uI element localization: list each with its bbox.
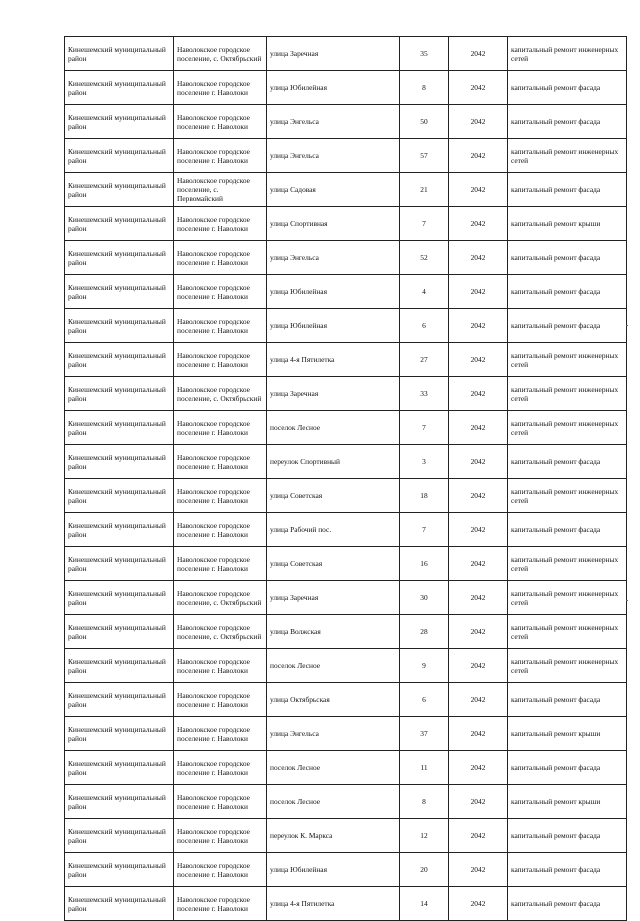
street-cell: переулок Спортивный xyxy=(267,445,400,479)
year-cell: 2042 xyxy=(449,887,508,921)
settlement-cell: Наволокское городское поселение г. Наволоки xyxy=(174,649,267,683)
district-cell: Кинешемский муниципальный район xyxy=(65,683,174,717)
street-cell: поселок Лесное xyxy=(267,411,400,445)
table-row xyxy=(65,207,627,241)
table-row xyxy=(65,751,627,785)
street-cell: улица Октябрьская xyxy=(267,683,400,717)
table-body xyxy=(65,37,627,921)
street-cell: поселок Лесное xyxy=(267,751,400,785)
district-cell: Кинешемский муниципальный район xyxy=(65,887,174,921)
scan-mark xyxy=(626,325,628,326)
year-cell: 2042 xyxy=(449,173,508,207)
district-cell: Кинешемский муниципальный район xyxy=(65,615,174,649)
work-type-cell: капитальный ремонт фасада xyxy=(508,853,627,887)
work-type-cell: капитальный ремонт инженерных сетей xyxy=(508,547,627,581)
table-row xyxy=(65,649,627,683)
settlement-cell: Наволокское городское поселение г. Наволоки xyxy=(174,717,267,751)
settlement-cell: Наволокское городское поселение г. Наволоки xyxy=(174,105,267,139)
street-cell: улица Юбилейная xyxy=(267,71,400,105)
table-row xyxy=(65,547,627,581)
year-cell: 2042 xyxy=(449,785,508,819)
district-cell: Кинешемский муниципальный район xyxy=(65,649,174,683)
table-row xyxy=(65,173,627,207)
street-cell: улица Энгельса xyxy=(267,105,400,139)
table-row xyxy=(65,37,627,71)
district-cell: Кинешемский муниципальный район xyxy=(65,513,174,547)
settlement-cell: Наволокское городское поселение, с. Октябрьский xyxy=(174,615,267,649)
district-cell: Кинешемский муниципальный район xyxy=(65,275,174,309)
year-cell: 2042 xyxy=(449,37,508,71)
table-row xyxy=(65,71,627,105)
house-number-cell: 18 xyxy=(400,479,449,513)
work-type-cell: капитальный ремонт фасада xyxy=(508,683,627,717)
work-type-cell: капитальный ремонт фасада xyxy=(508,819,627,853)
table-row xyxy=(65,479,627,513)
house-number-cell: 20 xyxy=(400,853,449,887)
street-cell: улица Рабочий пос. xyxy=(267,513,400,547)
work-type-cell: капитальный ремонт инженерных сетей xyxy=(508,377,627,411)
district-cell: Кинешемский муниципальный район xyxy=(65,819,174,853)
year-cell: 2042 xyxy=(449,377,508,411)
settlement-cell: Наволокское городское поселение, с. Октябрьский xyxy=(174,37,267,71)
settlement-cell: Наволокское городское поселение г. Наволоки xyxy=(174,547,267,581)
house-number-cell: 8 xyxy=(400,785,449,819)
house-number-cell: 14 xyxy=(400,887,449,921)
year-cell: 2042 xyxy=(449,649,508,683)
year-cell: 2042 xyxy=(449,683,508,717)
settlement-cell: Наволокское городское поселение г. Наволоки xyxy=(174,343,267,377)
table-row xyxy=(65,785,627,819)
table-row xyxy=(65,411,627,445)
street-cell: улица 4-я Пятилетка xyxy=(267,887,400,921)
year-cell: 2042 xyxy=(449,819,508,853)
repair-plan-table xyxy=(64,36,627,921)
district-cell: Кинешемский муниципальный район xyxy=(65,411,174,445)
work-type-cell: капитальный ремонт фасада xyxy=(508,173,627,207)
table-row xyxy=(65,887,627,921)
district-cell: Кинешемский муниципальный район xyxy=(65,581,174,615)
work-type-cell: капитальный ремонт фасада xyxy=(508,105,627,139)
settlement-cell: Наволокское городское поселение г. Наволоки xyxy=(174,411,267,445)
work-type-cell: капитальный ремонт инженерных сетей xyxy=(508,479,627,513)
settlement-cell: Наволокское городское поселение, с. Октябрьский xyxy=(174,377,267,411)
work-type-cell: капитальный ремонт крыши xyxy=(508,207,627,241)
year-cell: 2042 xyxy=(449,105,508,139)
street-cell: улица 4-я Пятилетка xyxy=(267,343,400,377)
year-cell: 2042 xyxy=(449,445,508,479)
work-type-cell: капитальный ремонт инженерных сетей xyxy=(508,649,627,683)
year-cell: 2042 xyxy=(449,309,508,343)
house-number-cell: 52 xyxy=(400,241,449,275)
street-cell: улица Энгельса xyxy=(267,139,400,173)
year-cell: 2042 xyxy=(449,717,508,751)
house-number-cell: 21 xyxy=(400,173,449,207)
house-number-cell: 16 xyxy=(400,547,449,581)
table-row xyxy=(65,819,627,853)
table-row xyxy=(65,853,627,887)
street-cell: улица Энгельса xyxy=(267,241,400,275)
work-type-cell: капитальный ремонт фасада xyxy=(508,513,627,547)
work-type-cell: капитальный ремонт крыши xyxy=(508,717,627,751)
street-cell: улица Юбилейная xyxy=(267,853,400,887)
house-number-cell: 37 xyxy=(400,717,449,751)
table-row xyxy=(65,513,627,547)
settlement-cell: Наволокское городское поселение г. Наволоки xyxy=(174,513,267,547)
work-type-cell: капитальный ремонт фасада xyxy=(508,309,627,343)
year-cell: 2042 xyxy=(449,71,508,105)
house-number-cell: 35 xyxy=(400,37,449,71)
district-cell: Кинешемский муниципальный район xyxy=(65,309,174,343)
house-number-cell: 11 xyxy=(400,751,449,785)
year-cell: 2042 xyxy=(449,581,508,615)
year-cell: 2042 xyxy=(449,751,508,785)
settlement-cell: Наволокское городское поселение г. Наволоки xyxy=(174,275,267,309)
work-type-cell: капитальный ремонт фасада xyxy=(508,241,627,275)
work-type-cell: капитальный ремонт инженерных сетей xyxy=(508,411,627,445)
district-cell: Кинешемский муниципальный район xyxy=(65,37,174,71)
house-number-cell: 7 xyxy=(400,513,449,547)
house-number-cell: 50 xyxy=(400,105,449,139)
settlement-cell: Наволокское городское поселение г. Наволоки xyxy=(174,751,267,785)
district-cell: Кинешемский муниципальный район xyxy=(65,445,174,479)
settlement-cell: Наволокское городское поселение, с. Первомайский xyxy=(174,173,267,207)
settlement-cell: Наволокское городское поселение г. Наволоки xyxy=(174,479,267,513)
street-cell: улица Заречная xyxy=(267,581,400,615)
street-cell: поселок Лесное xyxy=(267,649,400,683)
year-cell: 2042 xyxy=(449,275,508,309)
district-cell: Кинешемский муниципальный район xyxy=(65,547,174,581)
table-row xyxy=(65,105,627,139)
street-cell: поселок Лесное xyxy=(267,785,400,819)
house-number-cell: 12 xyxy=(400,819,449,853)
year-cell: 2042 xyxy=(449,343,508,377)
settlement-cell: Наволокское городское поселение г. Наволоки xyxy=(174,785,267,819)
street-cell: улица Советская xyxy=(267,479,400,513)
district-cell: Кинешемский муниципальный район xyxy=(65,377,174,411)
district-cell: Кинешемский муниципальный район xyxy=(65,479,174,513)
street-cell: улица Юбилейная xyxy=(267,309,400,343)
district-cell: Кинешемский муниципальный район xyxy=(65,139,174,173)
table-row xyxy=(65,445,627,479)
settlement-cell: Наволокское городское поселение г. Наволоки xyxy=(174,683,267,717)
year-cell: 2042 xyxy=(449,615,508,649)
work-type-cell: капитальный ремонт инженерных сетей xyxy=(508,37,627,71)
house-number-cell: 9 xyxy=(400,649,449,683)
house-number-cell: 57 xyxy=(400,139,449,173)
district-cell: Кинешемский муниципальный район xyxy=(65,717,174,751)
house-number-cell: 6 xyxy=(400,309,449,343)
street-cell: улица Энгельса xyxy=(267,717,400,751)
district-cell: Кинешемский муниципальный район xyxy=(65,173,174,207)
settlement-cell: Наволокское городское поселение г. Наволоки xyxy=(174,71,267,105)
district-cell: Кинешемский муниципальный район xyxy=(65,207,174,241)
year-cell: 2042 xyxy=(449,513,508,547)
table-row xyxy=(65,581,627,615)
work-type-cell: капитальный ремонт фасада xyxy=(508,445,627,479)
house-number-cell: 30 xyxy=(400,581,449,615)
settlement-cell: Наволокское городское поселение г. Наволоки xyxy=(174,139,267,173)
house-number-cell: 8 xyxy=(400,71,449,105)
year-cell: 2042 xyxy=(449,479,508,513)
work-type-cell: капитальный ремонт фасада xyxy=(508,71,627,105)
work-type-cell: капитальный ремонт инженерных сетей xyxy=(508,581,627,615)
work-type-cell: капитальный ремонт инженерных сетей xyxy=(508,615,627,649)
house-number-cell: 4 xyxy=(400,275,449,309)
table-row xyxy=(65,309,627,343)
settlement-cell: Наволокское городское поселение г. Наволоки xyxy=(174,853,267,887)
street-cell: улица Спортивная xyxy=(267,207,400,241)
street-cell: улица Волжская xyxy=(267,615,400,649)
table-row xyxy=(65,343,627,377)
table-row xyxy=(65,275,627,309)
house-number-cell: 7 xyxy=(400,207,449,241)
table-row xyxy=(65,683,627,717)
house-number-cell: 33 xyxy=(400,377,449,411)
year-cell: 2042 xyxy=(449,207,508,241)
district-cell: Кинешемский муниципальный район xyxy=(65,105,174,139)
settlement-cell: Наволокское городское поселение г. Наволоки xyxy=(174,445,267,479)
street-cell: улица Заречная xyxy=(267,37,400,71)
house-number-cell: 6 xyxy=(400,683,449,717)
work-type-cell: капитальный ремонт крыши xyxy=(508,785,627,819)
table-row xyxy=(65,615,627,649)
house-number-cell: 27 xyxy=(400,343,449,377)
year-cell: 2042 xyxy=(449,411,508,445)
table-row xyxy=(65,717,627,751)
district-cell: Кинешемский муниципальный район xyxy=(65,785,174,819)
work-type-cell: капитальный ремонт фасада xyxy=(508,887,627,921)
table-row xyxy=(65,139,627,173)
year-cell: 2042 xyxy=(449,547,508,581)
table-row xyxy=(65,241,627,275)
street-cell: улица Советская xyxy=(267,547,400,581)
house-number-cell: 28 xyxy=(400,615,449,649)
house-number-cell: 3 xyxy=(400,445,449,479)
settlement-cell: Наволокское городское поселение, с. Октябрьский xyxy=(174,581,267,615)
district-cell: Кинешемский муниципальный район xyxy=(65,241,174,275)
street-cell: улица Садовая xyxy=(267,173,400,207)
district-cell: Кинешемский муниципальный район xyxy=(65,343,174,377)
street-cell: улица Заречная xyxy=(267,377,400,411)
settlement-cell: Наволокское городское поселение г. Наволоки xyxy=(174,819,267,853)
year-cell: 2042 xyxy=(449,853,508,887)
district-cell: Кинешемский муниципальный район xyxy=(65,853,174,887)
house-number-cell: 7 xyxy=(400,411,449,445)
street-cell: улица Юбилейная xyxy=(267,275,400,309)
settlement-cell: Наволокское городское поселение г. Наволоки xyxy=(174,241,267,275)
table-row xyxy=(65,377,627,411)
settlement-cell: Наволокское городское поселение г. Наволоки xyxy=(174,309,267,343)
district-cell: Кинешемский муниципальный район xyxy=(65,71,174,105)
scan-mark xyxy=(626,600,628,601)
year-cell: 2042 xyxy=(449,139,508,173)
work-type-cell: капитальный ремонт фасада xyxy=(508,751,627,785)
settlement-cell: Наволокское городское поселение г. Наволоки xyxy=(174,887,267,921)
work-type-cell: капитальный ремонт инженерных сетей xyxy=(508,343,627,377)
year-cell: 2042 xyxy=(449,241,508,275)
work-type-cell: капитальный ремонт инженерных сетей xyxy=(508,139,627,173)
settlement-cell: Наволокское городское поселение г. Наволоки xyxy=(174,207,267,241)
street-cell: переулок К. Маркса xyxy=(267,819,400,853)
district-cell: Кинешемский муниципальный район xyxy=(65,751,174,785)
work-type-cell: капитальный ремонт фасада xyxy=(508,275,627,309)
